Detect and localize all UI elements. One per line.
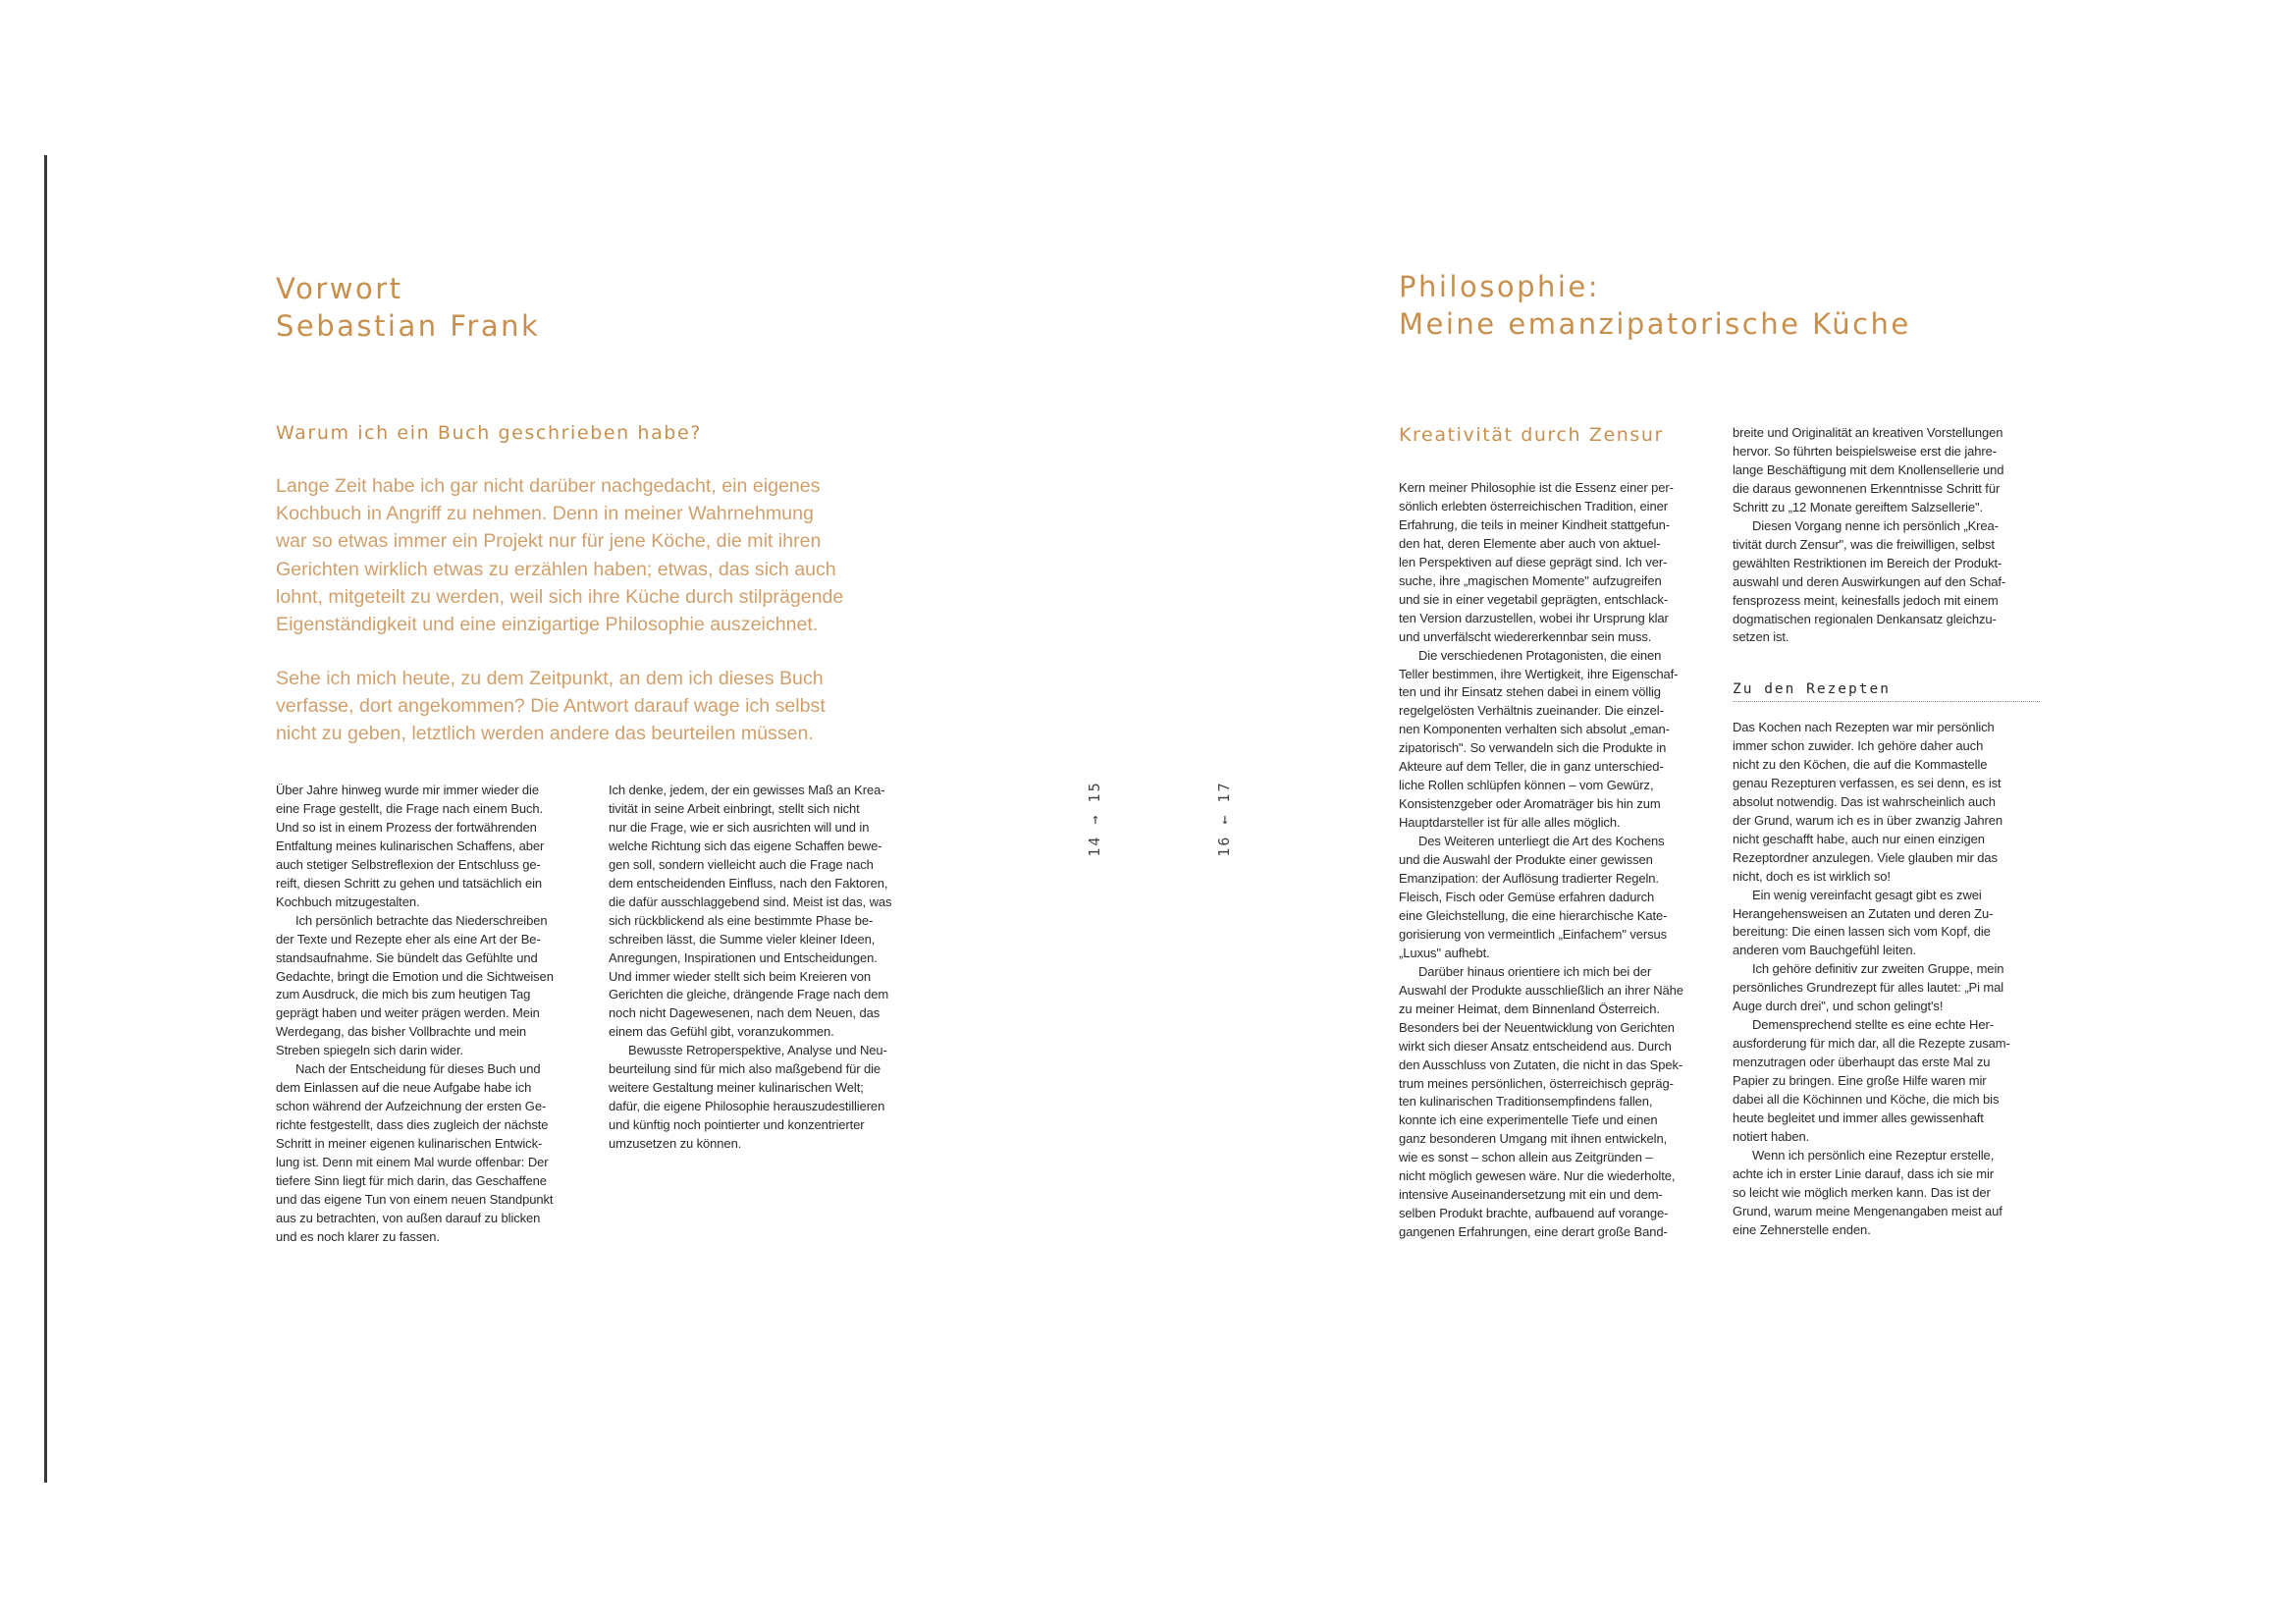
left-body-column-1	[276, 782, 590, 1247]
text-line: ten kulinarischen Traditionsempfindens fallen,	[1399, 1094, 1653, 1110]
text-line: immer schon zuwider. Ich gehöre daher auch	[1733, 737, 1984, 753]
lead-line: war so etwas immer ein Projekt nur für jene Köche, die mit ihren	[276, 530, 822, 553]
text-line: Teller bestimmen, ihre Wertigkeit, ihre Eigenschaf-	[1399, 666, 1679, 681]
text-line: und es noch klarer zu fassen.	[276, 1228, 440, 1244]
text-line: Wenn ich persönlich eine Rezeptur erstelle,	[1752, 1147, 1995, 1163]
lead-line: Eigenständigkeit und eine einzigartige Philosophie auszeichnet.	[276, 614, 819, 636]
lead-line: Sehe ich mich heute, zu dem Zeitpunkt, an dem ich dieses Buch	[276, 668, 824, 689]
text-line: ten Version darzustellen, wobei ihr Ursprung klar	[1399, 610, 1669, 625]
text-line: reift, diesen Schritt zu gehen und tatsächlich ein	[276, 875, 543, 891]
text-line: nicht möglich gewesen wäre. Nur die wiederholte,	[1399, 1168, 1676, 1184]
text-line: so leicht wie möglich merken kann. Das ist der	[1733, 1184, 1991, 1200]
text-line: Schritt in meiner eigenen kulinarischen Entwick-	[276, 1136, 543, 1152]
text-line: ausforderung für mich dar, all die Rezepte zusam-	[1733, 1036, 2010, 1052]
text-line: Gerichten die gleiche, drängende Frage nach dem	[609, 987, 889, 1002]
text-line: noch nicht Dagewesenen, nach dem Neuen, das	[609, 1005, 881, 1021]
text-line: dafür, die eigene Philosophie herauszudestillieren	[609, 1099, 885, 1114]
lead-line: nicht zu geben, letztlich werden andere das beurteilen müssen.	[276, 723, 814, 745]
text-line: Papier zu bringen. Eine große Hilfe waren mir	[1733, 1073, 1987, 1089]
text-line: die dafür ausschlaggebend sind. Meist ist das, was	[609, 893, 892, 909]
text-line: tivität durch Zensur", was die freiwilligen, selbst	[1733, 536, 1995, 552]
text-line: Die verschiedenen Protagonisten, die einen	[1418, 647, 1662, 663]
right-body-column-2-top	[1733, 424, 2047, 647]
text-line: Gedachte, bringt die Emotion und die Sichtweisen	[276, 968, 554, 984]
text-line: der Texte und Rezepte eher als eine Art der Be-	[276, 931, 541, 947]
lead-line: Lange Zeit habe ich gar nicht darüber nachgedacht, ein eigenes	[276, 475, 821, 497]
right-body-column-2-bottom	[1733, 719, 2047, 1240]
lead-paragraph-2	[276, 665, 826, 748]
text-line: Diesen Vorgang nenne ich persönlich „Krea-	[1752, 517, 1999, 533]
lead-line: verfasse, dort angekommen? Die Antwort darauf wage ich selbst	[276, 695, 826, 718]
text-line: Rezeptordner anzulegen. Viele glauben mir das	[1733, 849, 1998, 865]
lead-line: Gerichten wirklich etwas zu erzählen haben; etwas, das sich auch	[276, 558, 836, 580]
text-line: Ich persönlich betrachte das Niederschreiben	[295, 912, 548, 928]
text-line: genau Rezepturen verfassen, es sei denn, es ist	[1733, 775, 2002, 790]
text-line: Kern meiner Philosophie ist die Essenz einer per-	[1399, 480, 1674, 495]
text-line: dabei all die Köchinnen und Köche, die mich bis	[1733, 1092, 2000, 1108]
text-line: lung ist. Denn mit einem Mal wurde offenbar: Der	[276, 1155, 549, 1170]
left-page-subheading: Warum ich ein Buch geschrieben habe?	[276, 422, 702, 444]
text-line: bereitung: Die einen lassen sich vom Kopf, die	[1733, 924, 1991, 940]
text-line: Grund, warum meine Mengenangaben meist auf	[1733, 1203, 2002, 1218]
text-line: Des Weiteren unterliegt die Art des Kochens	[1418, 834, 1665, 849]
left-title-line-1: Vorwort	[276, 272, 403, 305]
text-line: wie es sonst – schon allein aus Zeitgründen –	[1399, 1150, 1653, 1165]
lead-paragraph-1	[276, 472, 843, 638]
text-line: Schritt zu „12 Monate gereiftem Salzsellerie".	[1733, 499, 1984, 514]
text-line: schreiben lässt, die Summe vieler kleiner Ideen,	[609, 931, 876, 947]
text-line: schon während der Aufzeichnung der ersten Ge-	[276, 1099, 547, 1114]
text-line: wirkt sich dieser Ansatz entscheidend aus. Durch	[1399, 1038, 1672, 1054]
text-line: weitere Gestaltung meiner kulinarischen Welt;	[609, 1080, 864, 1096]
lead-line: lohnt, mitgeteilt zu werden, weil sich ihre Küche durch stilprägende	[276, 585, 844, 608]
text-line: breite und Originalität an kreativen Vorstellungen	[1733, 425, 2003, 440]
text-line: absolut notwendig. Das ist wahrscheinlich auch	[1733, 793, 1996, 809]
text-line: und die Auswahl der Produkte einer gewissen	[1399, 852, 1653, 868]
text-line: welche Richtung sich das eigene Schaffen bewe-	[609, 838, 882, 853]
right-body-column-1	[1399, 479, 1713, 1242]
text-line: Ich denke, jedem, der ein gewisses Maß an Krea-	[609, 783, 885, 797]
text-line: Besonders bei der Neuentwicklung von Gerichten	[1399, 1019, 1675, 1035]
text-line: dogmatischen regionalen Denkansatz gleichzu-	[1733, 611, 1997, 626]
text-line: persönliches Grundrezept für alles lautet: „Pi mal	[1733, 980, 2004, 996]
text-line: ganz besonderen Umgang mit ihnen entwickeln,	[1399, 1131, 1668, 1147]
folio-left: 14 → 15	[1086, 781, 1103, 857]
text-line: Darüber hinaus orientiere ich mich bei der	[1418, 963, 1652, 979]
text-line: Entfaltung meines kulinarischen Schaffens, aber	[276, 838, 545, 853]
text-line: den Ausschluss von Zutaten, die nicht in das Spek-	[1399, 1056, 1683, 1072]
text-line: Nach der Entscheidung für dieses Buch und	[295, 1061, 541, 1077]
text-line: den hat, deren Elemente aber auch von aktuel-	[1399, 535, 1661, 551]
text-line: auch stetiger Selbstreflexion der Entschluss ge-	[276, 856, 541, 872]
text-line: trum meines persönlichen, österreichisch gepräg-	[1399, 1075, 1674, 1091]
text-line: len Perspektiven auf diese geprägt sind. Ich ver-	[1399, 554, 1668, 569]
text-line: eine Gleichstellung, die eine hierarchische Kate-	[1399, 907, 1668, 923]
text-line: richte festgestellt, dass dies zugleich der nächste	[276, 1117, 549, 1133]
text-line: der Grund, warum ich es in über zwanzig Jahren	[1733, 812, 2003, 828]
text-line: ten und ihr Einsatz stehen dabei in einem völlig	[1399, 684, 1661, 700]
text-line: die daraus gewonnenen Erkenntnisse Schritt für	[1733, 480, 2001, 496]
text-line: dem entscheidenden Einfluss, nach den Faktoren,	[609, 875, 888, 891]
text-line: beurteilung sind für mich also maßgebend für die	[609, 1061, 881, 1077]
right-title-line-1: Philosophie:	[1399, 270, 1601, 303]
text-line: sönlich erlebten österreichischen Tradition, einer	[1399, 498, 1668, 514]
text-line: Emanzipation: der Auflösung tradierter Regeln.	[1399, 871, 1659, 887]
text-line: umzusetzen zu können.	[609, 1136, 742, 1152]
text-line: setzen ist.	[1733, 629, 1789, 645]
text-line: gen soll, sondern vielleicht auch die Frage nach	[609, 856, 874, 872]
text-line: Erfahrung, die teils in meiner Kindheit stattgefun-	[1399, 516, 1671, 532]
text-line: auswahl und deren Auswirkungen auf den Schaf-	[1733, 573, 2006, 589]
text-line: standsaufnahme. Sie bündelt das Gefühlte und	[276, 949, 538, 965]
text-line: notiert haben.	[1733, 1128, 1810, 1144]
text-line: Anregungen, Inspirationen und Entscheidungen.	[609, 949, 878, 965]
text-line: suche, ihre „magischen Momente" aufzugreifen	[1399, 572, 1662, 588]
text-line: Akteure auf dem Teller, die in ganz unterschied-	[1399, 759, 1664, 775]
text-line: Ich gehöre definitiv zur zweiten Gruppe, mein	[1752, 961, 2004, 977]
text-line: Hauptdarsteller ist für alle alles möglich.	[1399, 815, 1621, 831]
text-line: tiefere Sinn liegt für mich darin, das Geschaffene	[276, 1173, 547, 1189]
right-page-subheading: Kreativität durch Zensur	[1399, 424, 1664, 446]
folio-right: 16 ← 17	[1215, 781, 1233, 857]
text-line: lange Beschäftigung mit dem Knollensellerie und	[1733, 461, 2004, 477]
text-line: gewählten Restriktionen im Bereich der Produkt-	[1733, 555, 2002, 570]
text-line: Kochbuch mitzugestalten.	[276, 893, 420, 909]
text-line: dem Einlassen auf die neue Aufgabe habe ich	[276, 1080, 532, 1096]
text-line: eine Frage gestellt, die Frage nach einem Buch.	[276, 800, 544, 816]
text-line: Streben spiegeln sich darin wider.	[276, 1043, 463, 1058]
text-line: heute begleitet und immer alles gewissenhaft	[1733, 1110, 1984, 1126]
text-line: hervor. So führten beispielsweise erst die jahre-	[1733, 443, 1997, 459]
text-line: anderen vom Bauchgefühl leiten.	[1733, 943, 1916, 958]
text-line: Das Kochen nach Rezepten war mir persönlich	[1733, 720, 1995, 734]
text-line: Demensprechend stellte es eine echte Her-	[1752, 1017, 1994, 1033]
text-line: Konsistenzgeber oder Aromaträger bis hin zum	[1399, 796, 1661, 812]
binding-rule	[44, 155, 47, 1483]
text-line: Auge durch drei", und schon gelingt's!	[1733, 999, 1944, 1014]
left-page-title	[276, 270, 540, 345]
text-line: menzutragen oder überhaupt das erste Mal zu	[1733, 1055, 1991, 1070]
right-page-title	[1399, 268, 1911, 343]
text-line: „Luxus" aufhebt.	[1399, 945, 1490, 960]
text-line: nur die Frage, wie er sich ausrichten will und in	[609, 819, 870, 835]
text-line: Herangehensweisen an Zutaten und deren Zu-	[1733, 905, 1994, 921]
text-line: gorisierung von vermeintlich „Einfachem" versus	[1399, 926, 1668, 942]
text-line: einem das Gefühl gibt, voranzukommen.	[609, 1024, 834, 1040]
text-line: Ein wenig vereinfacht gesagt gibt es zwei	[1752, 887, 1982, 902]
text-line: nicht geschafft habe, auch nur einen einzigen	[1733, 831, 1985, 846]
text-line: eine Zehnerstelle enden.	[1733, 1221, 1871, 1237]
text-line: regelgelösten Verhältnis zueinander. Die einzel-	[1399, 703, 1664, 719]
text-line: Und immer wieder stellt sich beim Kreieren von	[609, 968, 872, 984]
text-line: zum Ausdruck, die mich bis zum heutigen Tag	[276, 987, 531, 1002]
text-line: nen Komponenten verhalten sich absolut „eman-	[1399, 722, 1670, 737]
recipes-subheading: Zu den Rezepten	[1733, 681, 2040, 702]
text-line: nicht zu den Köchen, die auf die Kommastelle	[1733, 756, 1988, 772]
text-line: konnte ich eine experimentelle Tiefe und einen	[1399, 1112, 1658, 1128]
text-line: und künftig noch pointierter und konzentrierter	[609, 1117, 865, 1133]
left-body-column-2	[609, 782, 923, 1154]
text-line: selben Produkt brachte, aufbauend auf vorange-	[1399, 1206, 1669, 1221]
text-line: fensprozess meint, keinesfalls jedoch mit einem	[1733, 592, 1999, 608]
text-line: liche Rollen schlüpfen können – vom Gewürz,	[1399, 778, 1654, 793]
text-line: zu meiner Heimat, dem Binnenland Österreich.	[1399, 1001, 1660, 1016]
lead-line: Kochbuch in Angriff zu nehmen. Denn in meiner Wahrnehmung	[276, 503, 814, 525]
text-line: und unverfälscht wiedererkennbar sein muss.	[1399, 628, 1652, 644]
text-line: Über Jahre hinweg wurde mir immer wieder die	[276, 783, 539, 797]
text-line: nicht, doch es ist wirklich so!	[1733, 868, 1891, 884]
text-line: Bewusste Retroperspektive, Analyse und Neu-	[628, 1043, 887, 1058]
text-line: zipatorisch". So verwandeln sich die Produkte in	[1399, 740, 1667, 756]
text-line: gangenen Erfahrungen, eine derart große Band-	[1399, 1224, 1668, 1240]
text-line: intensive Auseinandersetzung mit ein und dem-	[1399, 1187, 1663, 1203]
text-line: Und so ist in einem Prozess der fortwährenden	[276, 819, 537, 835]
text-line: tivität in seine Arbeit einbringt, stellt sich nicht	[609, 800, 860, 816]
text-line: und sie in einer vegetabil geprägten, entschlack-	[1399, 591, 1669, 607]
text-line: aus zu betrachten, von außen darauf zu blicken	[276, 1210, 541, 1225]
text-line: und das eigene Tun von einem neuen Standpunkt	[276, 1191, 554, 1207]
text-line: Auswahl der Produkte ausschließlich an ihrer Nähe	[1399, 982, 1683, 998]
text-line: Werdegang, das bisher Vollbrachte und mein	[276, 1024, 527, 1040]
right-title-line-2: Meine emanzipatorische Küche	[1399, 307, 1911, 341]
text-line: geprägt haben und weiter prägen werden. Mein	[276, 1005, 540, 1021]
text-line: achte ich in erster Linie darauf, dass ich sie mir	[1733, 1165, 1994, 1181]
text-line: Fleisch, Fisch oder Gemüse erfahren dadurch	[1399, 889, 1655, 904]
left-title-line-2: Sebastian Frank	[276, 309, 541, 343]
text-line: sich rückblickend als eine bestimmte Phase be-	[609, 912, 874, 928]
